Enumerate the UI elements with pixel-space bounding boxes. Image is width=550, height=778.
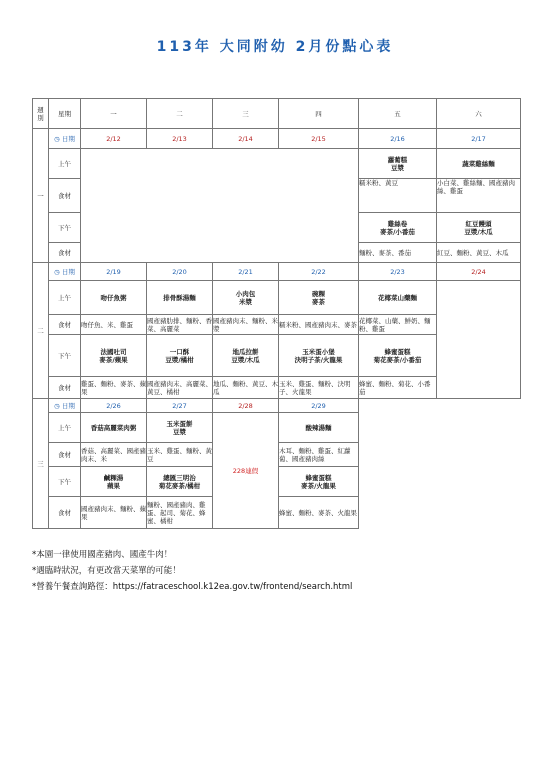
ingredients-cell: 花椰菜、山藥、鮮奶、麵粉、雞蛋	[359, 315, 437, 335]
week-label: 三	[33, 399, 49, 529]
menu-dish: 法國吐司 麥茶/蘋果	[81, 335, 147, 377]
header-tue: 二	[147, 99, 213, 129]
afternoon-label: 下午	[49, 213, 81, 243]
menu-dish: 雞絲卷 麥茶/小番茄	[359, 213, 437, 243]
menu-dish: 紅豆饅頭 豆漿/木瓜	[437, 213, 521, 243]
note-pork: *本園一律使用國產豬肉、國產牛肉！	[32, 550, 173, 560]
ingredients-cell: 麵粉、國產豬肉、雞蛋、起司、菊花、蜂蜜、橘柑	[147, 497, 213, 529]
menu-dish: 吻仔魚粥	[81, 281, 147, 315]
date-label: ◷ 日期	[49, 129, 81, 149]
date-label: ◷ 日期	[49, 399, 81, 413]
ingredients-cell: 紅豆、麵粉、黃豆、木瓜	[437, 243, 521, 263]
holiday-cell: 228連假	[213, 413, 279, 529]
ingredients-label: 食材	[49, 377, 81, 399]
empty-cell	[437, 281, 521, 399]
date-cell: 2/13	[147, 129, 213, 149]
date-cell: 2/24	[437, 263, 521, 281]
afternoon-label: 下午	[49, 335, 81, 377]
date-cell: 2/27	[147, 399, 213, 413]
morning-label: 上午	[49, 149, 81, 179]
date-cell: 2/29	[279, 399, 359, 413]
afternoon-label: 下午	[49, 467, 81, 497]
header-row	[33, 99, 521, 129]
ingredients-cell: 國產豬肉末、麵粉、米漿	[213, 316, 278, 333]
week3-date-row	[33, 399, 521, 413]
date-cell: 2/23	[359, 263, 437, 281]
menu-dish: 花椰菜山藥麵	[359, 281, 437, 315]
week1-date-row	[33, 129, 521, 149]
menu-dish: 酸辣湯麵	[279, 413, 359, 443]
menu-dish: 小肉包 米漿	[213, 281, 279, 315]
menu-dish: 蜂蜜蛋糕 麥茶/火龍果	[279, 467, 359, 497]
menu-dish: 鹹粿湯 蘋果	[81, 467, 147, 497]
week2-date-row	[33, 263, 521, 281]
note-change: *遇臨時狀況，有更改當天菜單的可能！	[32, 566, 181, 576]
page-title: 113年 大同附幼 2月份點心表	[156, 39, 394, 55]
menu-dish: 蜂蜜蛋糕 菊花麥茶/小番茄	[359, 335, 437, 377]
ingredients-cell: 香菇、高麗菜、國產豬肉末、米	[81, 443, 147, 467]
date-cell: 2/15	[279, 129, 359, 149]
ingredients-cell: 吻仔魚、米、雞蛋	[81, 315, 147, 335]
ingredients-cell: 國產豬肉末、麵粉、蘋果	[81, 497, 147, 529]
ingredients-cell: 國產豬肋排、麵粉、香菜、高麗菜	[147, 316, 212, 333]
snack-menu-table	[32, 98, 521, 529]
header-thu: 四	[279, 99, 359, 129]
morning-label: 上午	[49, 413, 81, 443]
date-cell: 2/26	[81, 399, 147, 413]
ingredients-cell: 小白菜、雞絲麵、國產豬肉絲、雞蛋	[437, 179, 521, 213]
notes-section	[32, 547, 522, 595]
menu-dish: 排骨酥湯麵	[147, 281, 213, 315]
menu-dish: 總匯三明治 菊花麥茶/橘柑	[147, 467, 213, 497]
ingredients-cell: 國產豬肉末、高麗菜、黃豆、橘柑	[147, 377, 213, 399]
menu-dish: 蔬菜雞絲麵	[437, 149, 521, 179]
ingredients-cell: 糯米粉、國產豬肉末、麥茶	[279, 315, 359, 335]
week1-morning-row	[33, 149, 521, 179]
date-cell: 2/22	[279, 263, 359, 281]
ingredients-label: 食材	[49, 315, 81, 335]
date-cell: 2/21	[213, 263, 279, 281]
ingredients-cell: 地瓜、麵粉、黃豆、木瓜	[213, 377, 279, 399]
date-cell: 2/19	[81, 263, 147, 281]
menu-dish: 香菇高麗菜肉粥	[81, 413, 147, 443]
week-header: 週 別	[33, 99, 49, 129]
morning-label: 上午	[49, 281, 81, 315]
menu-dish: 蘿蔔糕 豆漿	[359, 149, 437, 179]
header-sat: 六	[437, 99, 521, 129]
ingredients-cell: 蜂蜜、麵粉、菊花、小番茄	[359, 377, 437, 399]
ingredients-cell: 木耳、麵粉、雞蛋、紅蘿蔔、國產豬肉絲	[279, 443, 359, 467]
ingredients-label: 食材	[49, 497, 81, 529]
date-cell: 2/17	[437, 129, 521, 149]
menu-dish: 玉米蛋小堡 決明子茶/火龍果	[279, 335, 359, 377]
header-mon: 一	[81, 99, 147, 129]
ingredients-label: 食材	[49, 443, 81, 467]
ingredients-cell: 麵粉、麥茶、番茄	[359, 243, 437, 263]
date-cell: 2/12	[81, 129, 147, 149]
weekday-header: 星期	[49, 99, 81, 129]
empty-cell	[359, 399, 521, 529]
menu-dish: 玉米蛋餅 豆漿	[147, 413, 213, 443]
date-cell: 2/20	[147, 263, 213, 281]
week-label: 二	[33, 263, 49, 399]
ingredients-label: 食材	[49, 179, 81, 213]
menu-dish: 地瓜拉餅 豆漿/木瓜	[213, 335, 279, 377]
week-label: 一	[33, 129, 49, 263]
menu-dish: 一口酥 豆漿/橘柑	[147, 335, 213, 377]
header-wed: 三	[213, 99, 279, 129]
ingredients-cell: 蜂蜜、麵粉、麥茶、火龍果	[279, 497, 359, 529]
empty-cell	[81, 149, 359, 263]
date-cell: 2/16	[359, 129, 437, 149]
ingredients-cell: 糯米粉、黃豆	[359, 179, 437, 213]
ingredients-label: 食材	[49, 243, 81, 263]
week2-morning-row	[33, 281, 521, 315]
ingredients-cell: 雞蛋、麵粉、麥茶、蘋果	[81, 377, 147, 399]
date-cell: 2/28	[213, 399, 279, 413]
date-label: ◷ 日期	[49, 263, 81, 281]
ingredients-cell: 玉米、雞蛋、麵粉、黃豆	[147, 443, 213, 467]
header-fri: 五	[359, 99, 437, 129]
ingredients-cell: 玉米、雞蛋、麵粉、決明子、火龍果	[279, 377, 359, 399]
menu-dish: 碗粿 麥茶	[279, 281, 359, 315]
date-cell: 2/14	[213, 129, 279, 149]
note-lunch-link[interactable]: *營養午餐查詢路徑：https://fatraceschool.k12ea.gov.tw/frontend/search.html	[32, 582, 353, 592]
